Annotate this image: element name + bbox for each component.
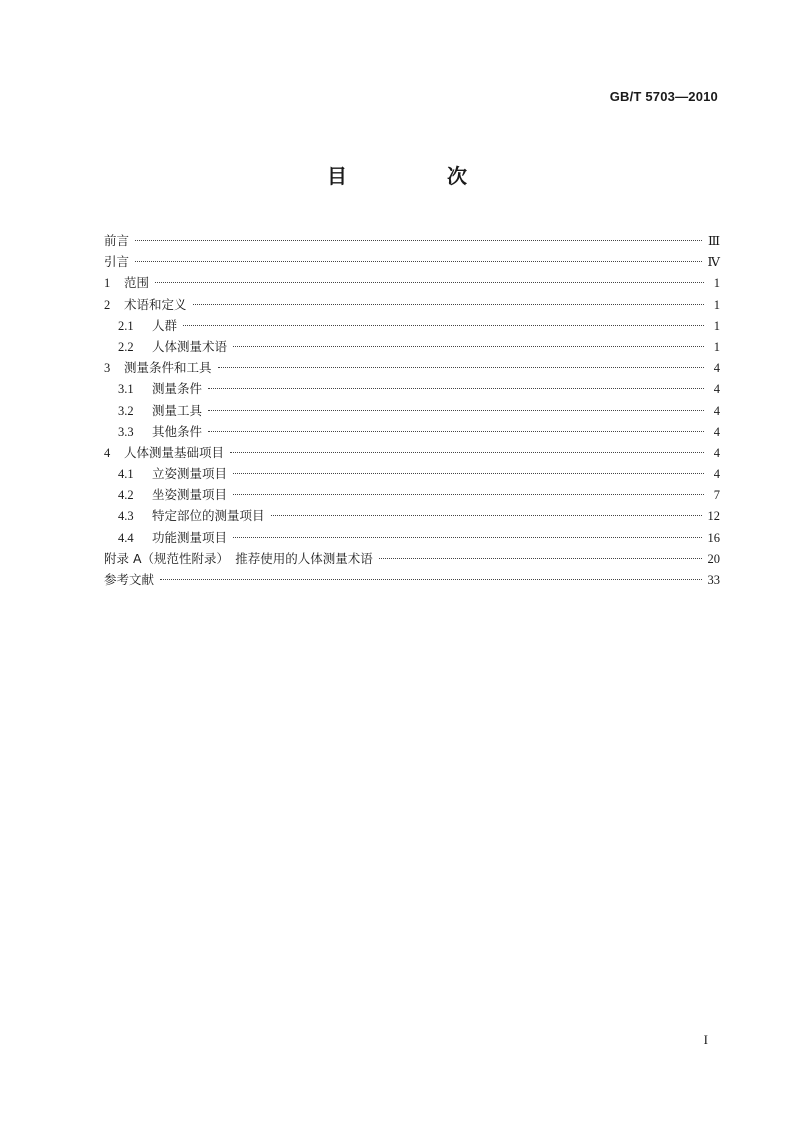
toc-entry[interactable] xyxy=(104,357,720,378)
toc-entry-title: 范围 xyxy=(124,275,150,291)
toc-entry-number: 4.3 xyxy=(118,509,134,524)
toc-entry-title: 人群 xyxy=(152,317,178,333)
toc-entry-title: 功能测量项目 xyxy=(152,529,228,545)
toc-entry[interactable] xyxy=(104,272,720,293)
toc-entry-page: Ⅲ xyxy=(707,234,720,248)
toc-leader xyxy=(230,452,704,453)
toc-entry-page: 7 xyxy=(713,488,720,503)
toc-leader xyxy=(271,515,702,516)
toc-entry-title: 人体测量术语 xyxy=(152,338,228,354)
toc-entry[interactable] xyxy=(104,378,720,399)
toc-entry[interactable] xyxy=(104,505,720,526)
toc-leader xyxy=(160,579,701,580)
toc-entry-number: 4 xyxy=(104,445,111,460)
toc-entry-page: 4 xyxy=(713,424,720,439)
toc-entry-title: 参考文献 xyxy=(104,572,155,587)
toc-entry-title: 其他条件 xyxy=(152,423,203,439)
toc-entry[interactable] xyxy=(104,548,720,569)
toc-entry-title: 测量工具 xyxy=(152,402,203,418)
toc-leader xyxy=(379,558,702,559)
toc-entry-title: 引言 xyxy=(104,254,130,270)
toc-entry-page: 1 xyxy=(713,297,720,312)
toc-entry-number: 3.3 xyxy=(118,424,134,439)
toc-entry[interactable] xyxy=(104,484,720,505)
toc-entry[interactable] xyxy=(104,527,720,548)
toc-entry-number: 4.2 xyxy=(118,488,134,503)
standard-code: GB/T 5703—2010 xyxy=(609,89,718,104)
toc-entry-title: 前言 xyxy=(104,233,130,248)
toc-entry-number: 3.2 xyxy=(118,403,134,418)
toc-entry-page: 12 xyxy=(707,509,720,524)
toc-entry[interactable] xyxy=(104,315,720,336)
toc-entry-number: 3.1 xyxy=(118,382,134,397)
toc-entry[interactable] xyxy=(104,463,720,484)
toc-entry-number: 2.1 xyxy=(118,318,134,333)
toc-leader xyxy=(233,346,704,347)
toc-entry-page: 1 xyxy=(713,318,720,333)
toc-entry-number: 1 xyxy=(104,276,111,291)
toc-entry-number: 4.1 xyxy=(118,467,134,482)
toc-entry[interactable] xyxy=(104,294,720,315)
toc-entry[interactable] xyxy=(104,336,720,357)
page-title: 目 次 xyxy=(327,164,507,188)
toc-entry-title: 测量条件 xyxy=(152,381,203,397)
toc-entry-number: 2.2 xyxy=(118,339,134,354)
toc-entry-title: 坐姿测量项目 xyxy=(152,487,228,503)
toc-entry[interactable] xyxy=(104,442,720,463)
toc-entry-page: 4 xyxy=(713,467,720,482)
toc-entry-number: 3 xyxy=(104,361,111,376)
toc-entry[interactable] xyxy=(104,400,720,421)
toc-leader xyxy=(233,473,704,474)
toc-leader xyxy=(218,367,704,368)
toc-entry-page: 4 xyxy=(713,361,720,376)
toc-leader xyxy=(208,431,704,432)
toc-leader xyxy=(208,410,704,411)
toc-entry-page: 4 xyxy=(713,382,720,397)
toc-entry-page: Ⅳ xyxy=(707,255,720,270)
toc-entry-title: 附录 A（规范性附录） 推荐使用的人体测量术语 xyxy=(104,550,373,566)
toc-entry-page: 1 xyxy=(713,276,720,291)
toc-entry-title: 测量条件和工具 xyxy=(124,360,212,376)
toc-leader xyxy=(135,240,702,241)
toc-entry-number: 4.4 xyxy=(118,530,134,545)
toc-entry-page: 33 xyxy=(707,573,720,587)
toc-leader xyxy=(233,537,701,538)
toc-entry-page: 16 xyxy=(707,530,720,545)
toc-leader xyxy=(183,325,704,326)
toc-entry-page: 20 xyxy=(707,551,720,566)
toc-leader xyxy=(155,282,704,283)
toc-entry-title: 立姿测量项目 xyxy=(152,466,228,482)
toc-entry-page: 1 xyxy=(713,339,720,354)
toc-entry[interactable] xyxy=(104,421,720,442)
toc-entry-title: 人体测量基础项目 xyxy=(124,444,225,460)
toc-entry-page: 4 xyxy=(713,445,720,460)
toc-entry-title: 特定部位的测量项目 xyxy=(152,508,265,524)
toc-entry-number: 2 xyxy=(104,297,111,312)
page-number: I xyxy=(703,1032,708,1047)
toc-entry-title: 术语和定义 xyxy=(124,296,187,312)
toc-leader xyxy=(193,304,704,305)
toc-entry[interactable] xyxy=(104,230,720,251)
toc-entry-page: 4 xyxy=(713,403,720,418)
table-of-contents xyxy=(104,230,720,590)
toc-entry[interactable] xyxy=(104,251,720,272)
toc-leader xyxy=(233,494,704,495)
toc-leader xyxy=(135,261,701,262)
toc-leader xyxy=(208,388,704,389)
toc-entry[interactable] xyxy=(104,569,720,590)
